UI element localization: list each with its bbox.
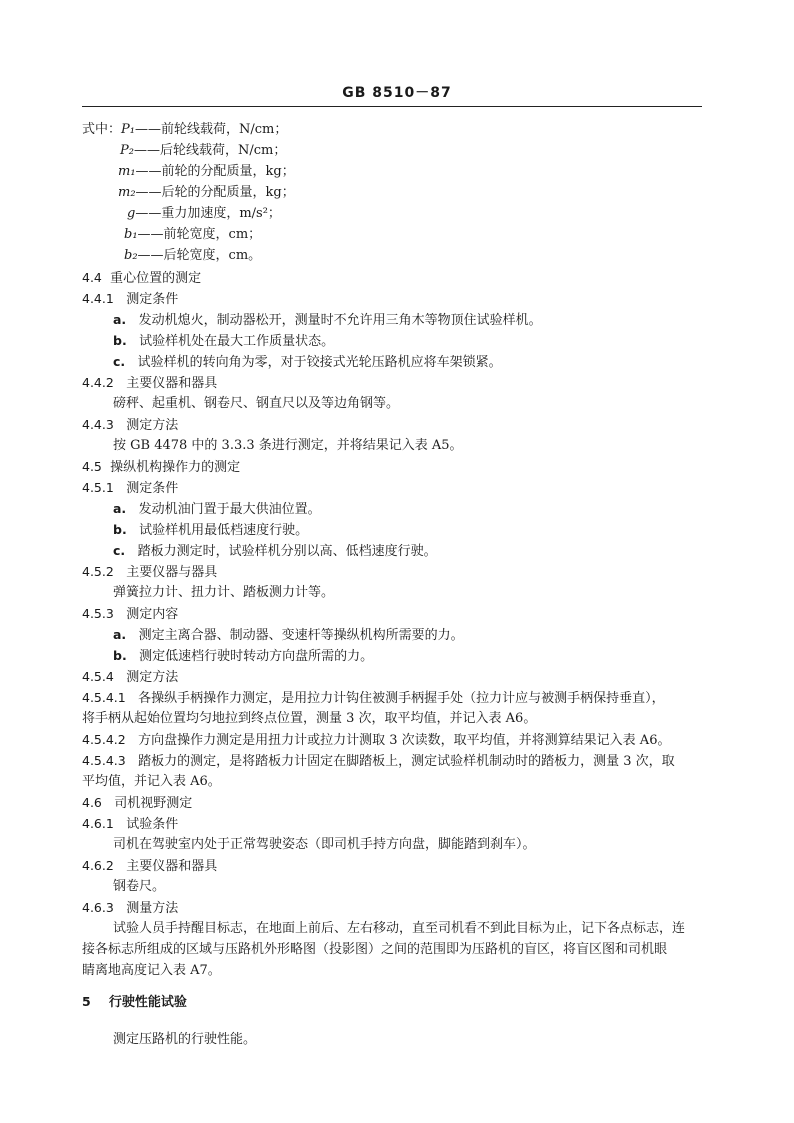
legend-line (82, 122, 287, 138)
legend-symbol: m₁ (118, 164, 136, 179)
chapter-number: 5 (82, 994, 91, 1009)
clause-line (82, 690, 665, 707)
section-heading (82, 669, 178, 686)
chapter-heading (82, 994, 187, 1011)
section-heading (82, 606, 178, 623)
legend-symbol: g (127, 206, 136, 221)
item-text: 踏板力测定时，试验样机分别以高、低档速度行驶。 (137, 544, 437, 559)
item-marker: b. (113, 333, 127, 348)
clause-number: 4.6.2 (82, 858, 114, 873)
paragraph-line (113, 438, 463, 454)
clause-line (82, 753, 675, 770)
clause-number: 4.4.1 (82, 291, 114, 306)
clause-text: 测定方法 (126, 418, 179, 433)
item-text: 试验样机处在最大工作质量状态。 (139, 334, 335, 349)
item-text: 发动机熄火，制动器松开，测量时不允许用三角木等物顶住试验样机。 (138, 313, 542, 328)
clause-text: 主要仪器和器具 (126, 376, 218, 391)
clause-text: 操纵机构操作力的测定 (110, 460, 241, 475)
item-marker: b. (113, 522, 127, 537)
legend-symbol: b₁ (124, 227, 138, 242)
legend-text: ——前轮宽度，cm； (137, 227, 262, 242)
paragraph-line (113, 879, 165, 895)
section-heading (82, 795, 192, 812)
item-text: 测定低速档行驶时转动方向盘所需的力。 (139, 649, 374, 664)
clause-text: 方向盘操作力测定是用扭力计或拉力计测取 3 次读数，取平均值，并将测算结果记入表 A6。 (138, 733, 671, 748)
legend-text: ——后轮线载荷，N/cm； (133, 143, 287, 158)
clause-number: 4.5.3 (82, 606, 114, 621)
clause-number: 4.5.4.3 (82, 753, 126, 768)
clause-text: 测定条件 (126, 481, 179, 496)
legend-symbol: P₁ (121, 122, 135, 137)
clause-text: 主要仪器和器具 (126, 859, 218, 874)
item-text: 测定主离合器、制动器、变速杆等操纵机构所需要的力。 (138, 628, 464, 643)
legend-text: ——后轮的分配质量，kg； (135, 185, 295, 200)
legend-line (120, 143, 286, 159)
section-heading (82, 459, 240, 476)
legend-line (118, 185, 295, 201)
header-rule (82, 106, 702, 107)
paragraph-text: 试验人员手持醒目标志，在地面上前后、左右移动，直至司机看不到此目标为止，记下各点标志，连 (113, 921, 686, 936)
clause-number: 4.4 (82, 270, 102, 285)
clause-text: 测定方法 (126, 670, 179, 685)
paragraph-text: 将手柄从起始位置均匀地拉到终点位置，测量 3 次，取平均值，并记入表 A6。 (82, 711, 537, 726)
section-heading (82, 375, 217, 392)
list-item (113, 354, 502, 371)
clause-line (82, 732, 670, 749)
list-item (113, 333, 334, 350)
clause-number: 4.5.2 (82, 564, 114, 579)
clause-text: 试验条件 (126, 817, 179, 832)
item-marker: a. (113, 627, 127, 642)
item-marker: a. (113, 501, 127, 516)
paragraph-line (82, 963, 221, 979)
item-text: 试验样机用最低档速度行驶。 (139, 523, 309, 538)
document-code-header: GB 8510－87 (342, 85, 452, 101)
legend-text: ——前轮的分配质量，kg； (135, 164, 295, 179)
legend-text: ——重力加速度，m/s²； (135, 206, 281, 221)
section-heading (82, 816, 178, 833)
section-heading (82, 270, 201, 287)
legend-line (118, 164, 295, 180)
clause-text: 司机视野测定 (114, 796, 193, 811)
paragraph-text: 接各标志所组成的区域与压路机外形略图（投影图）之间的范围即为压路机的盲区，将盲区图和司机眼 (82, 942, 668, 957)
clause-number: 4.4.3 (82, 417, 114, 432)
section-heading (82, 417, 178, 434)
clause-number: 4.5.4.2 (82, 732, 126, 747)
item-marker: c. (113, 354, 126, 369)
paragraph-text: 平均值，并记入表 A6。 (82, 774, 221, 789)
section-heading (82, 900, 178, 917)
clause-text: 测定内容 (126, 607, 179, 622)
clause-number: 4.5.4.1 (82, 690, 126, 705)
paragraph-line (113, 837, 536, 853)
legend-text: ——前轮线载荷，N/cm； (134, 122, 288, 137)
clause-text: 测定条件 (126, 292, 179, 307)
paragraph-text: 测定压路机的行驶性能。 (113, 1032, 257, 1047)
clause-number: 4.5.4 (82, 669, 114, 684)
list-item (113, 627, 464, 644)
list-item (113, 648, 373, 665)
paragraph-line (113, 1032, 256, 1048)
section-heading (82, 858, 217, 875)
paragraph-text: 司机在驾驶室内处于正常驾驶姿态（即司机手持方向盘，脚能踏到刹车）。 (113, 837, 536, 852)
clause-text: 各操纵手柄操作力测定，是用拉力计钩住被测手柄握手处（拉力计应与被测手柄保持垂直）， (138, 691, 665, 706)
paragraph-text: 钢卷尺。 (113, 879, 166, 894)
legend-prefix: 式中： (82, 122, 122, 137)
clause-text: 踏板力的测定，是将踏板力计固定在脚踏板上，测定试验样机制动时的踏板力，测量 3 次，取 (138, 754, 675, 769)
paragraph-text: 磅秤、起重机、钢卷尺、钢直尺以及等边角钢等。 (113, 396, 400, 411)
item-text: 发动机油门置于最大供油位置。 (138, 502, 321, 517)
section-heading (82, 564, 217, 581)
list-item (113, 312, 542, 329)
clause-number: 4.6.1 (82, 816, 114, 831)
section-heading (82, 480, 178, 497)
clause-number: 4.5.1 (82, 480, 114, 495)
legend-text: ——后轮宽度，cm。 (137, 248, 262, 263)
section-heading (82, 291, 178, 308)
list-item (113, 522, 308, 539)
paragraph-line (82, 711, 536, 727)
legend-symbol: P₂ (120, 143, 134, 158)
paragraph-line (113, 396, 399, 412)
item-marker: a. (113, 312, 127, 327)
legend-line (124, 227, 261, 243)
paragraph-text: 睛离地高度记入表 A7。 (82, 963, 221, 978)
legend-line (127, 206, 281, 222)
paragraph-text: 按 GB 4478 中的 3.3.3 条进行测定，并将结果记入表 A5。 (113, 438, 463, 453)
item-marker: c. (113, 543, 126, 558)
chapter-title: 行驶性能试验 (108, 995, 187, 1010)
clause-text: 测量方法 (126, 901, 179, 916)
clause-number: 4.6 (82, 795, 102, 810)
legend-symbol: m₂ (118, 185, 136, 200)
paragraph-text: 弹簧拉力计、扭力计、踏板测力计等。 (113, 585, 335, 600)
legend-line (124, 248, 261, 264)
list-item (113, 501, 321, 518)
clause-text: 主要仪器与器具 (126, 565, 218, 580)
paragraph-line (82, 942, 667, 958)
item-marker: b. (113, 648, 127, 663)
list-item (113, 543, 437, 560)
paragraph-line (113, 921, 685, 937)
paragraph-line (113, 585, 334, 601)
item-text: 试验样机的转向角为零，对于铰接式光轮压路机应将车架锁紧。 (137, 355, 502, 370)
clause-text: 重心位置的测定 (110, 271, 202, 286)
clause-number: 4.4.2 (82, 375, 114, 390)
legend-symbol: b₂ (124, 248, 138, 263)
paragraph-line (82, 774, 221, 790)
clause-number: 4.6.3 (82, 900, 114, 915)
clause-number: 4.5 (82, 459, 102, 474)
